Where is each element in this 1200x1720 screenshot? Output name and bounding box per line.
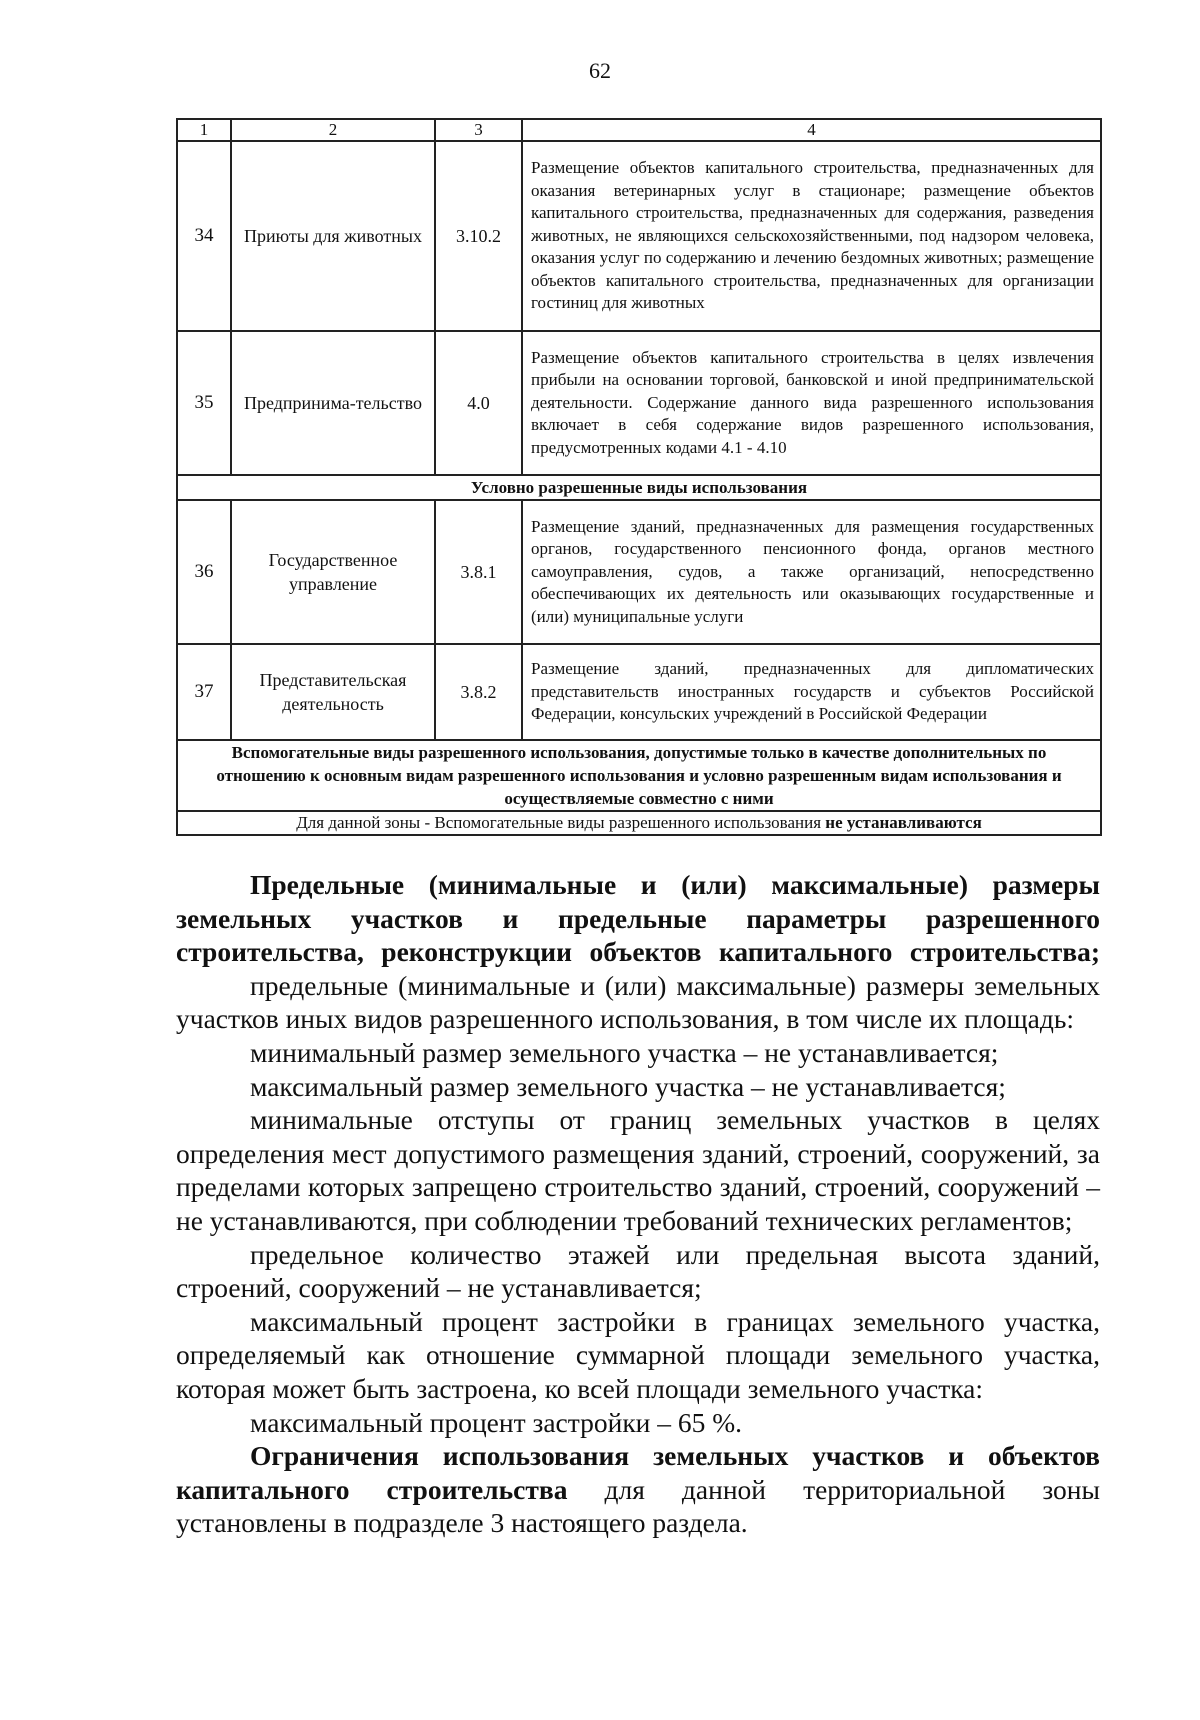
paragraph: максимальный процент застройки в границах земельного участка, определяемый как отношение суммарной площади земельного участка, которая может быть застроена, ко всей площади земельного участка: [176,1305,1100,1404]
table-row [177,331,1101,475]
header-cell: 4 [522,119,1101,141]
row-number: 37 [177,644,231,740]
auxiliary-note-bold: не устанавливаются [825,813,982,832]
use-type-code: 3.8.2 [435,644,522,740]
paragraph: минимальные отступы от границ земельных участков в целях определения мест допустимого размещения зданий, строений, сооружений, за пределами которых запрещено строительство зданий, строений, сооружений – не устанавливаются, при соблюдении требований технических регламентов; [176,1104,1100,1236]
auxiliary-note [177,811,1101,835]
restrictions-paragraph [176,1439,1100,1540]
row-number: 36 [177,500,231,644]
use-type-description: Размещение объектов капитального строительства, предназначенных для оказания ветеринарных услуг в стационаре; размещение объектов капитального строительства, предназначенных для содержания, разведения животных, не являющихся сельскохозяйственными, под надзором человека, оказания услуг по содержанию и лечению бездомных животных; размещение объектов капитального строительства, предназначенных для организации гостиниц для животных [522,141,1101,331]
use-type-code: 3.10.2 [435,141,522,331]
section-row [177,740,1101,811]
row-number: 34 [177,141,231,331]
paragraph: максимальный размер земельного участка – не устанавливается; [250,1070,1006,1102]
restrictions-bold: Ограничения использования земельных участков и объектов капитального строительства [176,1440,1100,1505]
body-text [176,868,1100,1540]
table-row [177,500,1101,644]
restrictions-rest: для данной территориальной зоны установлены в подразделе 3 настоящего раздела. [176,1473,1100,1539]
auxiliary-note-text: Для данной зоны - Вспомогательные виды разрешенного использования [296,813,826,832]
table-row [177,644,1101,740]
paragraph: максимальный процент застройки – 65 %. [250,1406,743,1438]
row-number: 35 [177,331,231,475]
use-type-name: Приюты для животных [231,141,435,331]
use-type-description: Размещение зданий, предназначенных для дипломатических представительств иностранных государств и субъектов Российской Федерации, консульских учреждений в Российской Федерации [522,644,1101,740]
use-type-name: Предпринима-тельство [231,331,435,475]
page-number: 62 [589,58,611,83]
header-cell: 1 [177,119,231,141]
use-type-name: Государственное управление [231,500,435,644]
paragraph: предельные (минимальные и (или) максимальные) размеры земельных участков иных видов разрешенного использования, в том числе их площадь: [176,969,1100,1035]
use-type-code: 3.8.1 [435,500,522,644]
use-type-code: 4.0 [435,331,522,475]
section-row [177,475,1101,500]
use-type-name: Представительская деятельность [231,644,435,740]
use-type-description: Размещение объектов капитального строительства в целях извлечения прибыли на основании торговой, банковской и иной предпринимательской деятельности. Содержание данного вида разрешенного использования включает в себя содержание видов разрешенного использования, предусмотренных кодами 4.1 - 4.10 [522,331,1101,475]
paragraph: предельное количество этажей или предельная высота зданий, строений, сооружений – не устанавливается; [176,1238,1100,1304]
paragraph: минимальный размер земельного участка – не устанавливается; [250,1036,999,1068]
use-type-description: Размещение зданий, предназначенных для размещения государственных органов, государственного пенсионного фонда, органов местного самоуправления, судов, а также организаций, непосредственно обеспечивающих их деятельность или оказывающих государственные и (или) муниципальные услуги [522,500,1101,644]
permitted-use-table [176,118,1102,836]
table-row [177,141,1101,331]
note-row [177,811,1101,835]
header-cell: 2 [231,119,435,141]
table-header-row [177,119,1101,141]
section-heading: Предельные (минимальные и (или) максимальные) размеры земельных участков и предельные параметры разрешенного строительства, реконструкции объектов капитального строительства; [176,869,1100,968]
section-auxiliary-title: Вспомогательные виды разрешенного использования, допустимые только в качестве дополнительных по отношению к основным видам разрешенного использования и условно разрешенным видам использования и осуществляемые совместно с ними [177,740,1101,811]
header-cell: 3 [435,119,522,141]
section-conditional-title: Условно разрешенные виды использования [177,475,1101,500]
